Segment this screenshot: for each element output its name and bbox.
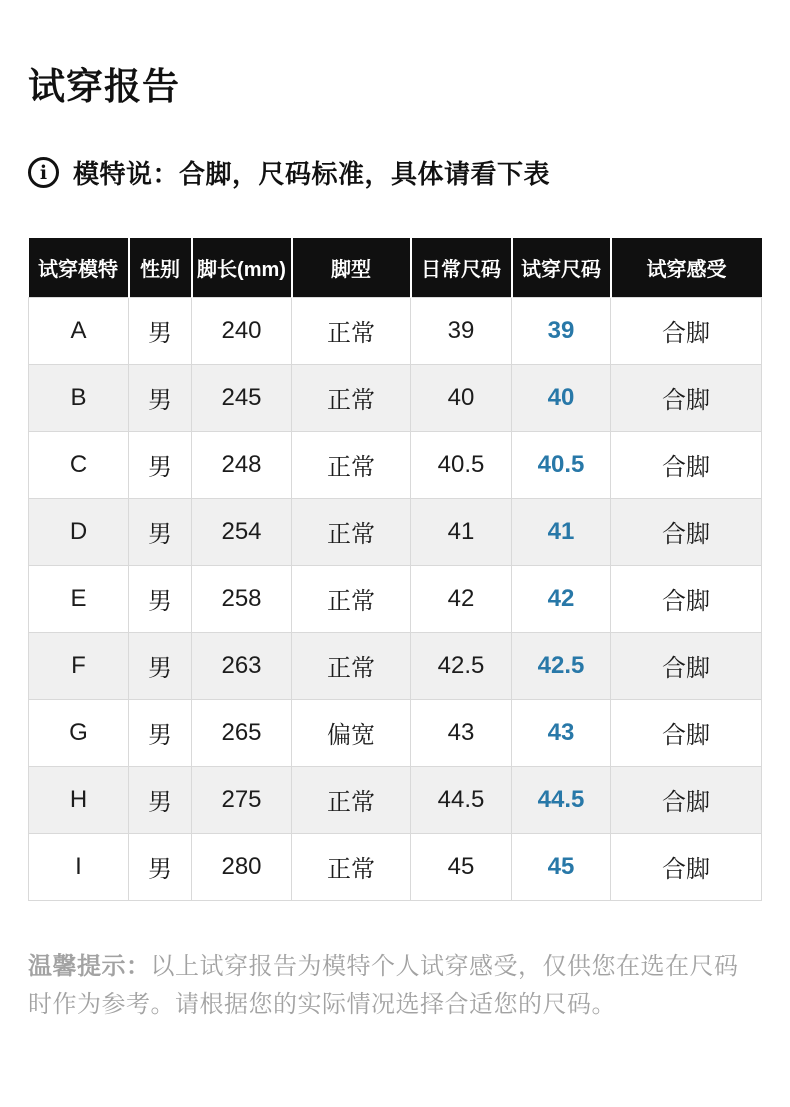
cell-model: E [29,565,129,632]
cell-daily-size: 44.5 [411,766,512,833]
cell-foot-type: 正常 [292,498,411,565]
footer-note-label: 温馨提示： [28,952,151,980]
cell-foot-type: 偏宽 [292,699,411,766]
cell-daily-size: 43 [411,699,512,766]
cell-fit-feel: 合脚 [611,364,762,431]
cell-daily-size: 42.5 [411,632,512,699]
cell-foot-type: 正常 [292,833,411,900]
cell-model: F [29,632,129,699]
cell-fit-feel: 合脚 [611,766,762,833]
table-row [29,431,762,498]
cell-foot-type: 正常 [292,297,411,364]
cell-model: G [29,699,129,766]
cell-gender: 男 [129,364,192,431]
column-header-tried-size: 试穿尺码 [512,238,611,297]
column-header-fit-feel: 试穿感受 [611,238,762,297]
column-header-foot-type: 脚型 [292,238,411,297]
cell-fit-feel: 合脚 [611,297,762,364]
cell-model: H [29,766,129,833]
cell-model: A [29,297,129,364]
model-note-text: 模特说：合脚，尺码标准，具体请看下表 [73,159,551,189]
cell-foot-type: 正常 [292,565,411,632]
fitting-report-table [28,238,762,901]
cell-foot-type: 正常 [292,766,411,833]
table-row [29,297,762,364]
cell-model: D [29,498,129,565]
footer-note-text: 以上试穿报告为模特个人试穿感受，仅供您在选在尺码时作为参考。请根据您的实际情况选择合适您的尺码。 [28,952,739,1018]
cell-fit-feel: 合脚 [611,632,762,699]
cell-gender: 男 [129,498,192,565]
cell-gender: 男 [129,833,192,900]
table-row [29,833,762,900]
column-header-foot-length: 脚长(mm) [192,238,292,297]
cell-daily-size: 42 [411,565,512,632]
cell-foot-length: 275 [192,766,292,833]
cell-daily-size: 39 [411,297,512,364]
table-row [29,699,762,766]
cell-foot-length: 245 [192,364,292,431]
cell-foot-type: 正常 [292,364,411,431]
cell-foot-type: 正常 [292,431,411,498]
cell-fit-feel: 合脚 [611,565,762,632]
fitting-report-section [0,56,790,1024]
cell-foot-length: 263 [192,632,292,699]
cell-foot-length: 265 [192,699,292,766]
cell-model: B [29,364,129,431]
cell-foot-length: 240 [192,297,292,364]
cell-daily-size: 40.5 [411,431,512,498]
cell-foot-length: 254 [192,498,292,565]
column-header-daily-size: 日常尺码 [411,238,512,297]
cell-gender: 男 [129,766,192,833]
cell-foot-length: 258 [192,565,292,632]
model-note-row [28,154,762,191]
cell-tried-size: 42 [512,565,611,632]
cell-tried-size: 42.5 [512,632,611,699]
table-row [29,565,762,632]
cell-gender: 男 [129,431,192,498]
cell-tried-size: 45 [512,833,611,900]
cell-fit-feel: 合脚 [611,431,762,498]
cell-foot-type: 正常 [292,632,411,699]
table-row [29,498,762,565]
cell-gender: 男 [129,297,192,364]
cell-model: C [29,431,129,498]
cell-daily-size: 45 [411,833,512,900]
table-row [29,364,762,431]
cell-model: I [29,833,129,900]
cell-gender: 男 [129,699,192,766]
cell-tried-size: 39 [512,297,611,364]
cell-fit-feel: 合脚 [611,699,762,766]
cell-tried-size: 43 [512,699,611,766]
cell-tried-size: 41 [512,498,611,565]
footer-note [28,948,761,1024]
cell-gender: 男 [129,565,192,632]
table-row [29,632,762,699]
cell-foot-length: 248 [192,431,292,498]
table-row [29,766,762,833]
cell-tried-size: 40.5 [512,431,611,498]
info-icon: i [28,157,59,188]
page-title: 试穿报告 [28,66,180,107]
cell-daily-size: 41 [411,498,512,565]
cell-tried-size: 40 [512,364,611,431]
cell-fit-feel: 合脚 [611,498,762,565]
table-header-row [29,238,762,297]
cell-tried-size: 44.5 [512,766,611,833]
column-header-model: 试穿模特 [29,238,129,297]
cell-daily-size: 40 [411,364,512,431]
cell-foot-length: 280 [192,833,292,900]
cell-gender: 男 [129,632,192,699]
column-header-gender: 性别 [129,238,192,297]
cell-fit-feel: 合脚 [611,833,762,900]
